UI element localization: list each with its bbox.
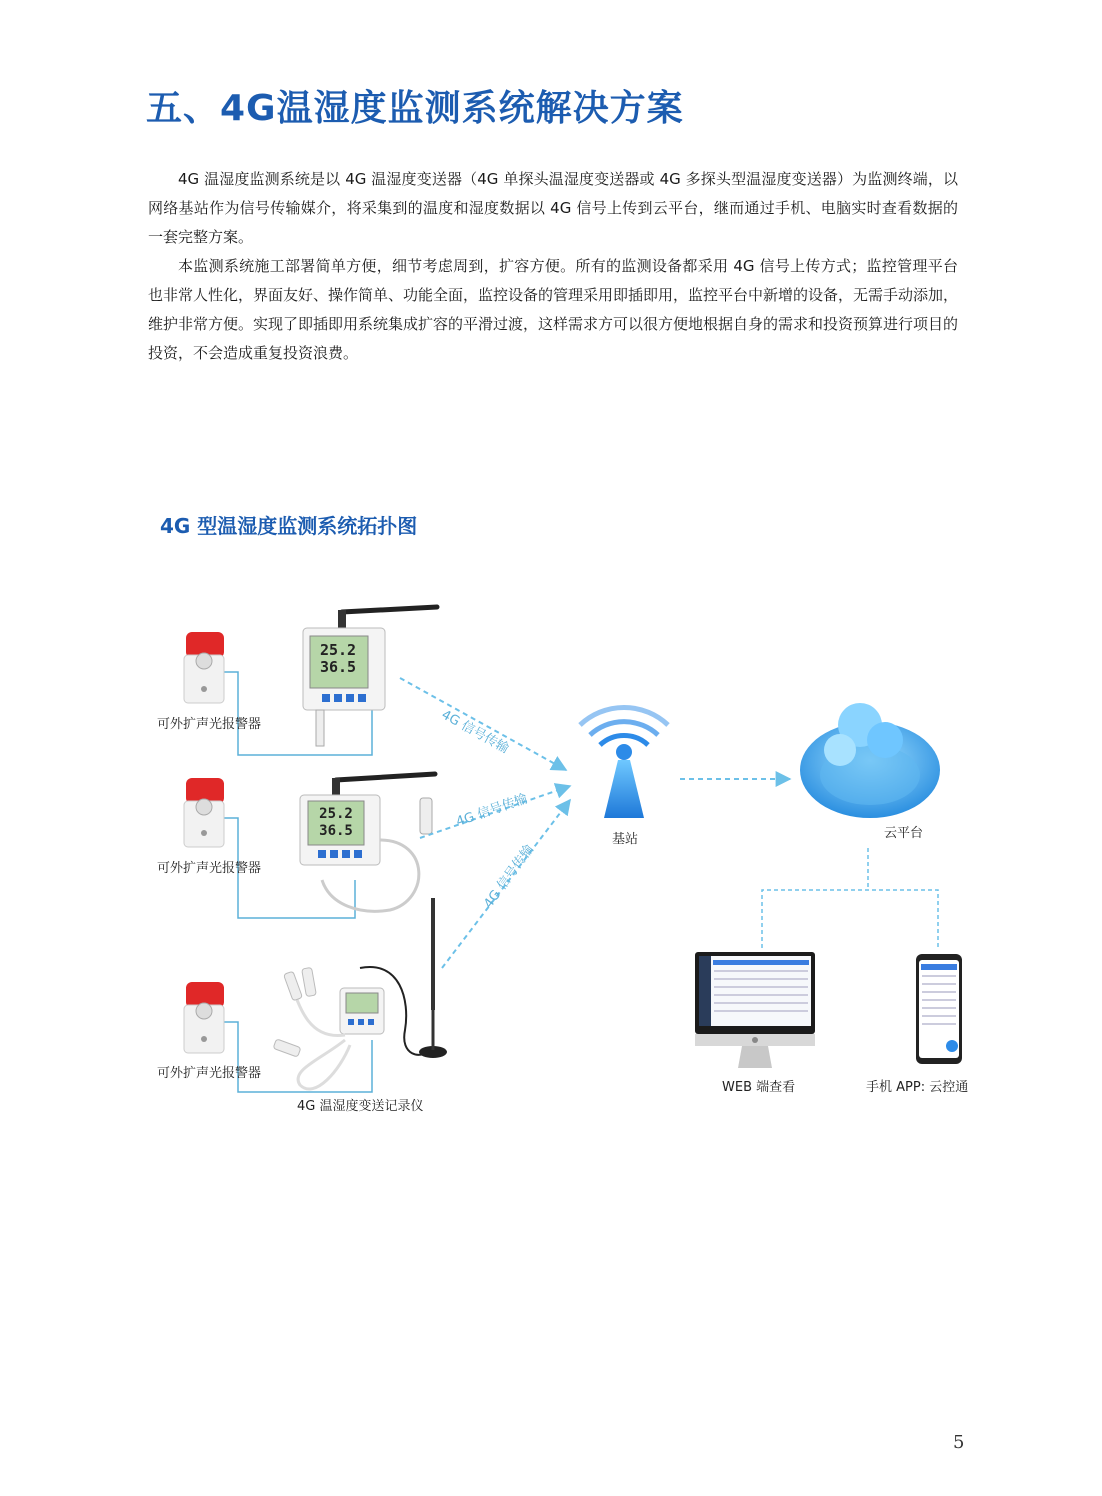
transmitter-device-1 [303, 607, 437, 746]
signal-label-2: 4G 信号传输 [454, 791, 530, 830]
app-label: 手机 APP: 云控通 [866, 1080, 969, 1095]
web-label: WEB 端查看 [722, 1080, 796, 1095]
web-monitor-icon [695, 952, 815, 1068]
recorder-label: 4G 温湿度变送记录仪 [297, 1099, 424, 1114]
recorder-device [273, 898, 447, 1089]
cloud-platform-icon [800, 703, 940, 818]
cloud-label: 云平台 [884, 826, 924, 841]
paragraph-2: 本监测系统施工部署简单方便，细节考虑周到，扩容方便。所有的监测设备都采用 4G 信号上传方式；监控管理平台也非常人性化，界面友好、操作简单、功能全面，监控设备的管理采用即插即用，监控平台中新增的设备，无需手动添加，维护非常方便。实现了即插即用系统集成扩容的平滑过渡，这样需求方可以很方便地根据自身的需求和投资预算进行项目的投资，不会造成重复投资浪费。 [148, 257, 959, 362]
paragraph-1: 4G 温湿度监测系统是以 4G 温湿度变送器（4G 单探头温湿度变送器或 4G 多探头型温湿度变送器）为监测终端，以网络基站作为信号传输媒介，将采集到的温度和湿度数据以 4G 信号上传到云平台，继而通过手机、电脑实时查看数据的一套完整方案。 [148, 170, 958, 246]
lcd-temp-1: 25.2 [319, 641, 357, 659]
cloud-connection-lines [762, 848, 938, 948]
lcd-hum-2: 36.5 [319, 823, 353, 839]
signal-label-3: 4G 信号传输 [481, 842, 538, 912]
page-number: 5 [953, 1432, 965, 1453]
mobile-phone-icon [916, 954, 962, 1064]
alarm-device-1 [184, 632, 224, 703]
signal-label-1: 4G 信号传输 [438, 707, 512, 757]
alarm-device-2 [184, 778, 224, 847]
lcd-temp-2: 25.2 [319, 806, 353, 822]
transmitter-device-2 [300, 774, 435, 911]
base-station-icon [580, 707, 668, 818]
lcd-hum-1: 36.5 [319, 658, 357, 676]
alarm-device-3 [184, 982, 224, 1053]
alarm-label-2: 可外扩声光报警器 [157, 861, 262, 876]
alarm-label-3: 可外扩声光报警器 [157, 1066, 262, 1081]
section-heading: 五、4G温湿度监测系统解决方案 [146, 88, 684, 129]
alarm-label-1: 可外扩声光报警器 [157, 717, 262, 732]
diagram-title: 4G 型温湿度监测系统拓扑图 [160, 514, 418, 538]
base-station-label: 基站 [612, 832, 639, 847]
